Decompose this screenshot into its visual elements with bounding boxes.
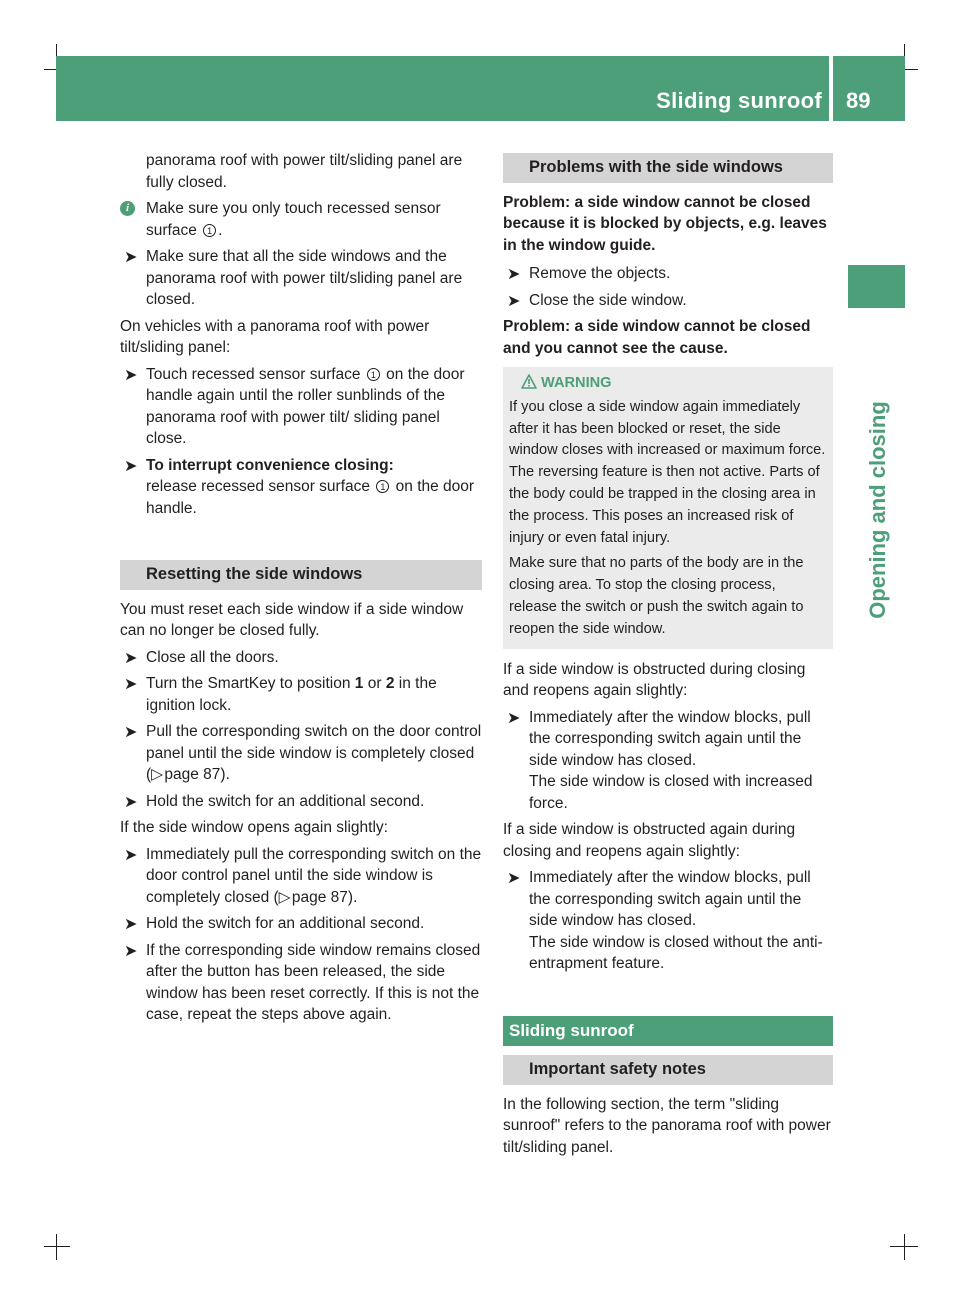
arrow-right-icon: ➤ <box>507 290 521 310</box>
arrow-right-icon: ➤ <box>507 868 521 888</box>
step-item <box>120 791 482 813</box>
paragraph: panorama roof with power tilt/sliding panel are fully closed. <box>146 152 463 191</box>
step-text: Immediately after the window blocks, pull the corresponding switch again until the side window has closed. <box>529 708 811 769</box>
warning-heading <box>509 373 827 395</box>
info-text-end: . <box>218 221 223 239</box>
step-item <box>120 940 482 1026</box>
page-reference-icon: ▷ <box>278 888 291 906</box>
step-text: Remove the objects. <box>529 265 671 282</box>
step-text: Close all the doors. <box>146 648 279 666</box>
step-text: Make sure that all the side windows and the panorama roof with power tilt/sliding panel are closed. <box>146 248 463 308</box>
marker-1-icon: 1 <box>203 224 216 237</box>
step-text-cont: on the door handle again until the roller sunblinds of the panorama roof with power tilt/ sliding panel close. <box>146 365 465 447</box>
step-item <box>120 647 482 669</box>
crop-mark <box>904 69 918 70</box>
step-item <box>120 364 482 450</box>
position-value: 1 <box>354 675 364 692</box>
marker-1-icon: 1 <box>367 368 380 381</box>
chapter-side-label-text: Opening and closing <box>865 401 890 619</box>
paragraph: If a side window is obstructed during closing and reopens again slightly: <box>503 660 806 700</box>
arrow-right-icon: ➤ <box>124 722 138 741</box>
step-item <box>120 455 482 520</box>
step-text-end: ). <box>347 888 358 906</box>
page-reference-icon: ▷ <box>151 766 164 783</box>
step-item <box>120 913 482 935</box>
chapter-tab-marker <box>848 265 905 308</box>
step-text: Hold the switch for an additional second. <box>146 915 425 932</box>
arrow-right-icon: ➤ <box>124 247 138 266</box>
section-heading-resetting: Resetting the side windows <box>120 560 482 590</box>
problem-heading: Problem: a side window cannot be closed and you cannot see the cause. <box>503 318 811 357</box>
warning-text: Make sure that no parts of the body are in the closing area. To stop the closing process, release the switch or push the switch again to reopen the side window. <box>509 555 804 637</box>
step-result: The side window is closed with increased force. <box>529 773 813 812</box>
arrow-right-icon: ➤ <box>124 791 138 811</box>
arrow-right-icon: ➤ <box>124 844 138 864</box>
step-item <box>120 721 482 786</box>
arrow-right-icon: ➤ <box>507 707 521 727</box>
warning-box <box>503 367 833 649</box>
arrow-right-icon: ➤ <box>124 455 138 475</box>
position-value: 2 <box>385 675 395 692</box>
paragraph: On vehicles with a panorama roof with power tilt/sliding panel: <box>120 317 430 356</box>
step-text: Pull the corresponding switch on the door control panel until the side window is completely closed ( <box>146 723 482 783</box>
step-text: Immediately after the window blocks, pull the corresponding switch again until the side window has closed. <box>529 869 811 930</box>
step-item <box>120 246 482 311</box>
crop-mark <box>890 1246 918 1247</box>
header-separator <box>829 56 833 121</box>
arrow-right-icon: ➤ <box>124 940 138 960</box>
step-text: Immediately pull the corresponding switch on the door control panel until the side window is completely closed ( <box>146 845 482 906</box>
step-item <box>503 263 833 285</box>
paragraph: You must reset each side window if a side window can no longer be closed fully. <box>120 600 464 639</box>
step-heading: To interrupt convenience closing: <box>146 456 394 474</box>
step-item <box>120 844 482 909</box>
arrow-right-icon: ➤ <box>507 264 521 283</box>
page-reference-link[interactable]: page 87 <box>291 888 348 906</box>
chapter-heading-sliding-sunroof: Sliding sunroof <box>503 1016 833 1047</box>
step-item <box>503 290 833 312</box>
paragraph: If a side window is obstructed again during closing and reopens again slightly: <box>503 821 796 860</box>
step-text: Touch recessed sensor surface <box>146 365 361 383</box>
info-icon: i <box>120 201 135 216</box>
paragraph: In the following section, the term "sliding sunroof" refers to the panorama roof with power tilt/sliding panel. <box>503 1095 831 1156</box>
page-reference-link[interactable]: page 87 <box>164 766 221 783</box>
step-item <box>503 707 833 772</box>
step-text: Close the side window. <box>529 291 687 309</box>
arrow-right-icon: ➤ <box>124 674 138 693</box>
step-text: Hold the switch for an additional second. <box>146 792 425 810</box>
warning-title: WARNING <box>541 375 612 391</box>
running-header-title: Sliding sunroof <box>656 88 822 113</box>
right-column <box>503 150 833 1163</box>
marker-1-icon: 1 <box>376 480 389 493</box>
crop-mark <box>904 1234 905 1260</box>
step-text: If the corresponding side window remains closed after the button has been released, the side window has been reset correctly. If this is not the case, repeat the steps above again. <box>146 941 481 1023</box>
arrow-right-icon: ➤ <box>124 914 138 933</box>
problem-heading: Problem: a side window cannot be closed because it is blocked by objects, e.g. leaves in the window guide. <box>503 193 827 254</box>
info-text: Make sure you only touch recessed sensor surface <box>146 200 441 239</box>
crop-mark <box>56 1234 57 1260</box>
info-note <box>120 198 482 241</box>
step-text-end: ). <box>220 766 230 783</box>
step-text-or: or <box>367 675 382 692</box>
paragraph: If the side window opens again slightly: <box>120 819 388 836</box>
section-heading-problems: Problems with the side windows <box>503 153 833 183</box>
arrow-right-icon: ➤ <box>124 647 138 667</box>
section-heading-safety: Important safety notes <box>503 1055 833 1085</box>
crop-mark <box>44 1246 70 1247</box>
arrow-right-icon: ➤ <box>124 364 138 384</box>
step-text: Turn the SmartKey to position <box>146 675 351 692</box>
step-item <box>503 867 833 932</box>
step-text-cont: on the door handle. <box>146 478 475 517</box>
warning-triangle-icon <box>521 374 537 389</box>
step-result: The side window is closed without the anti-entrapment feature. <box>529 933 823 973</box>
page-number: 89 <box>846 88 871 113</box>
step-text-cont: in the ignition lock. <box>146 675 437 714</box>
step-item <box>120 673 482 716</box>
left-column <box>120 150 482 1031</box>
warning-text: If you close a side window again immediately after it has been blocked or reset, the side window closes with increased or maximum force. The reversing feature is then not active. Parts of the body could be trapped in the closing area in the process. This poses an increased risk of injury or even fatal injury. <box>509 398 826 546</box>
step-text: release recessed sensor surface <box>146 478 371 495</box>
